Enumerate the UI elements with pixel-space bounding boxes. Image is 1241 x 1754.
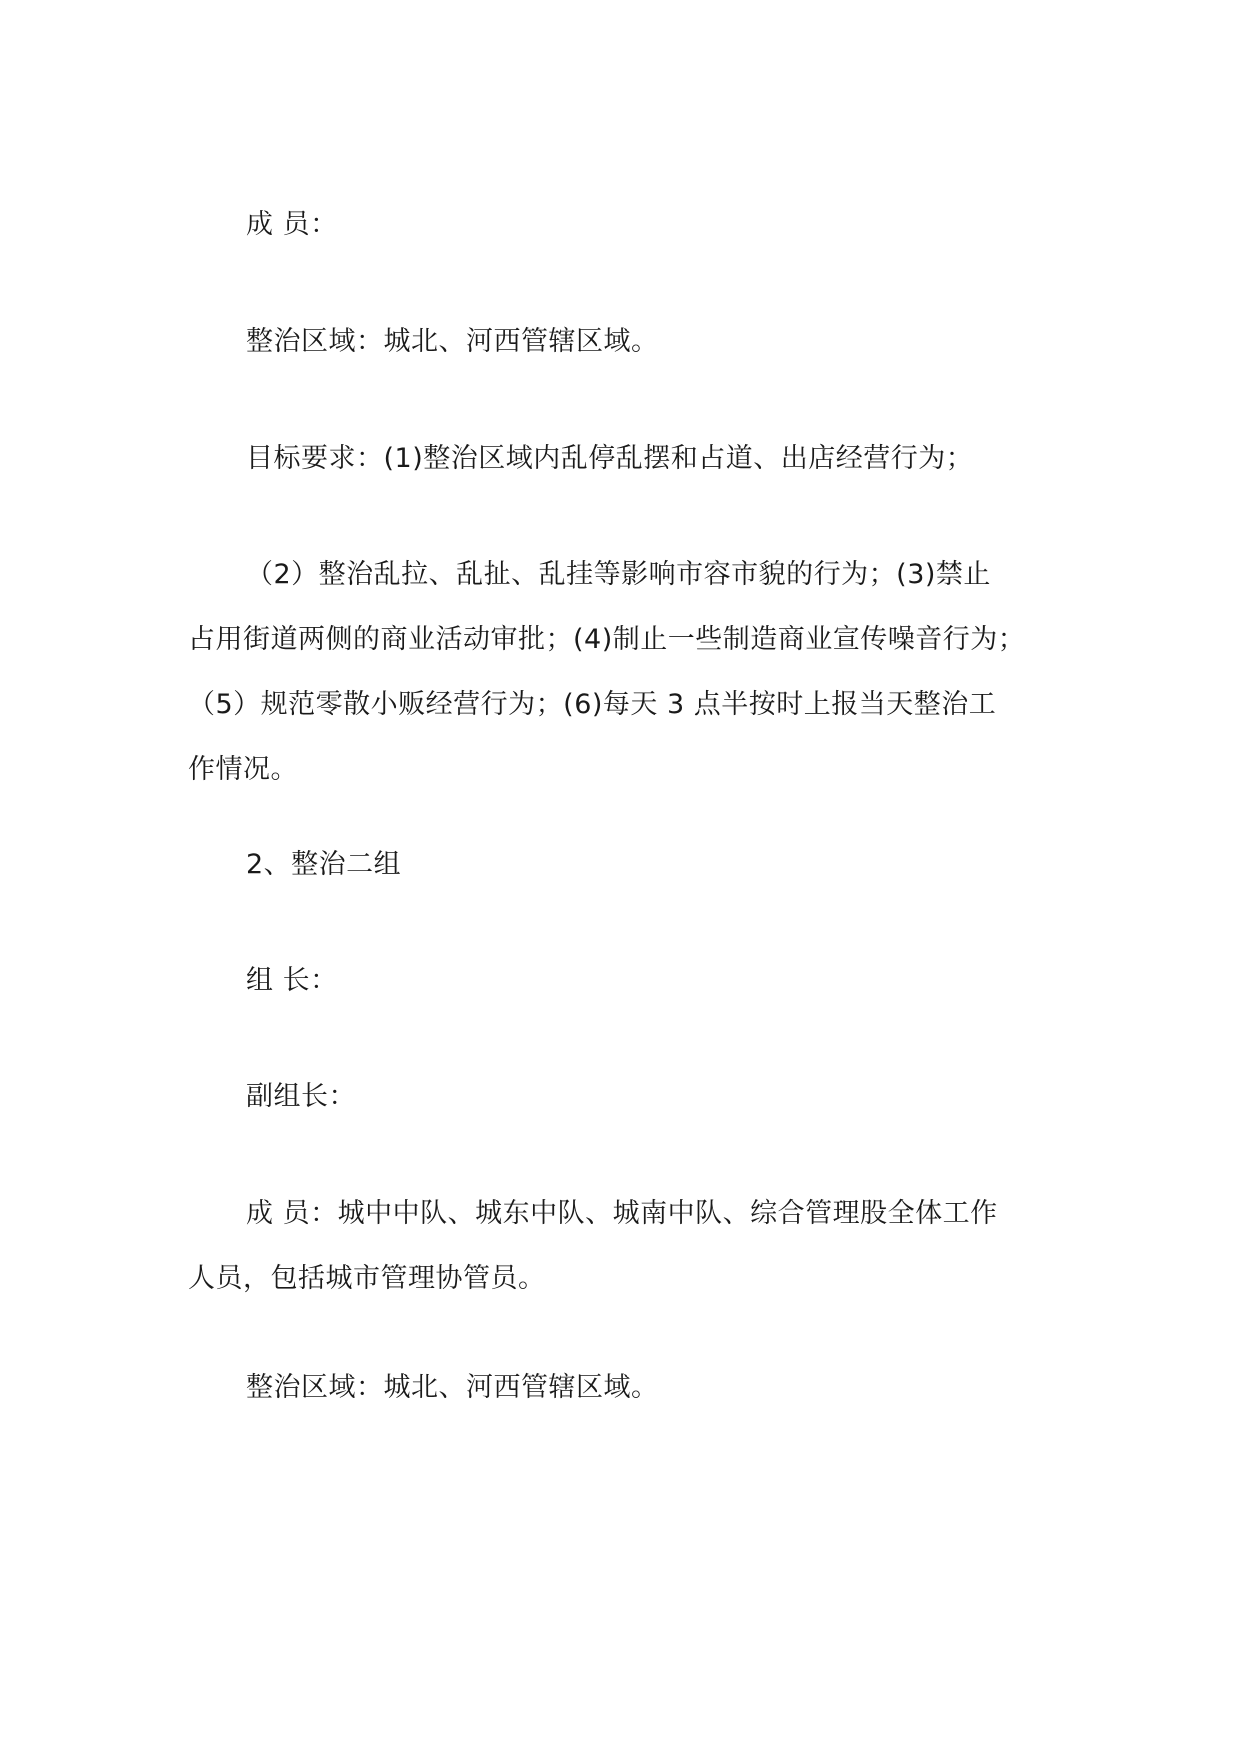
text-line: 成 员：	[246, 209, 338, 240]
text-line: （2）整治乱拉、乱扯、乱挂等影响市容市貌的行为；(3)禁止	[246, 559, 991, 590]
section-heading-group-2	[188, 832, 1058, 897]
paragraph-area-2	[188, 1355, 1058, 1420]
text-line: 整治区域：城北、河西管辖区域。	[246, 1372, 659, 1403]
paragraph-area-1	[188, 309, 1058, 374]
text-line: 组 长：	[246, 965, 338, 996]
text-line: 作情况。	[188, 754, 298, 785]
paragraph-members-2	[188, 1181, 1058, 1311]
text-line: 人员，包括城市管理协管员。	[188, 1263, 546, 1294]
paragraph-members-1	[188, 192, 1058, 257]
text-line: 占用街道两侧的商业活动审批；(4)制止一些制造商业宣传噪音行为；	[188, 624, 1026, 655]
text-line: 2、整治二组	[246, 849, 402, 880]
text-line: 成 员：城中中队、城东中队、城南中队、综合管理股全体工作	[246, 1198, 998, 1229]
paragraph-deputy-leader	[188, 1064, 1058, 1129]
paragraph-goals-detail	[188, 542, 1058, 802]
text-line: 副组长：	[246, 1081, 356, 1112]
paragraph-leader	[188, 948, 1058, 1013]
paragraph-goals-heading	[188, 426, 1058, 491]
text-line: 整治区域：城北、河西管辖区域。	[246, 326, 659, 357]
text-line: 目标要求：(1)整治区域内乱停乱摆和占道、出店经营行为；	[246, 443, 974, 474]
text-line: （5）规范零散小贩经营行为；(6)每天 3 点半按时上报当天整治工	[188, 689, 997, 720]
